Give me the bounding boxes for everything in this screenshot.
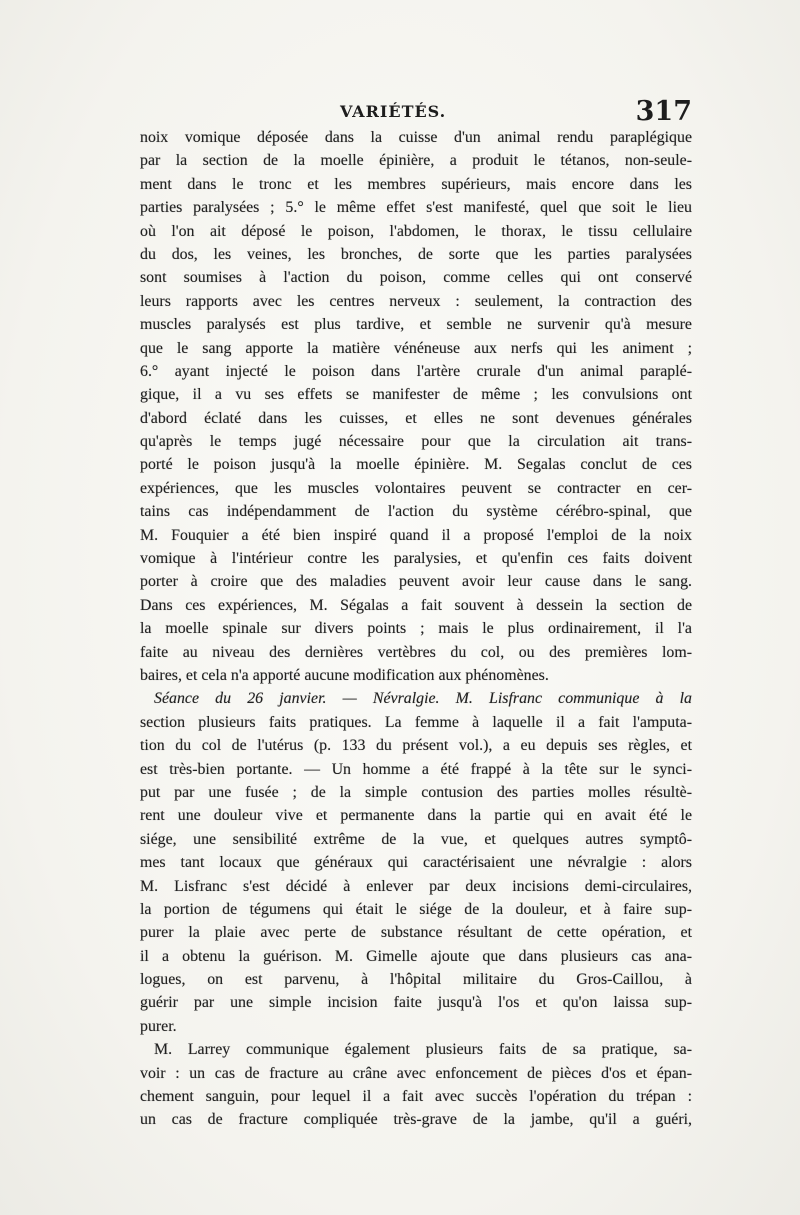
text-line: expériences, que les muscles volontaires peuvent se contracter en cer-: [140, 479, 692, 497]
text-line: vomique à l'intérieur contre les paralysies, et qu'enfin ces faits doivent: [140, 550, 692, 568]
page-number: 317: [635, 96, 692, 127]
text-line: d'abord éclaté dans les cuisses, et elles ne sont devenues générales: [140, 409, 692, 427]
text-line: porté le poison jusqu'à la moelle épinière. M. Segalas conclut de ces: [140, 456, 692, 474]
text-line: faite au niveau des dernières vertèbres du col, ou des premières lom-: [140, 643, 692, 661]
page-header: [140, 96, 692, 130]
text-line: parties paralysées ; 5.° le même effet s'est manifesté, quel que soit le lieu: [140, 199, 692, 217]
text-line: qu'après le temps jugé nécessaire pour que la circulation ait trans-: [140, 433, 692, 451]
text-line: par la section de la moelle épinière, a produit le tétanos, non-seule-: [140, 152, 692, 170]
text-line: baires, et cela n'a apporté aucune modification aux phénomènes.: [140, 666, 549, 684]
text-line: tains cas indépendamment de l'action du système cérébro-spinal, que: [140, 503, 692, 521]
text-line: Dans ces expériences, M. Ségalas a fait souvent à dessein la section de: [140, 596, 692, 614]
text-line: un cas de fracture compliquée très-grave de la jambe, qu'il a guéri,: [140, 1111, 692, 1129]
session-date: Séance du 26 janvier. — Névralgie. M. Lisfranc communique à la: [154, 690, 692, 708]
text-line: la portion de tégumens qui était le siége de la douleur, et à faire sup-: [140, 900, 692, 918]
text-line: noix vomique déposée dans la cuisse d'un animal rendu paraplégique: [140, 129, 692, 146]
text-line: chement sanguin, pour lequel il a fait avec succès l'opération du trépan :: [140, 1088, 692, 1106]
text-line: leurs rapports avec les centres nerveux : seulement, la contraction des: [140, 292, 692, 310]
text-line: que le sang apporte la matière vénéneuse aux nerfs qui les animent ;: [140, 339, 692, 357]
text-line: siége, une sensibilité extrême de la vue, et quelques autres symptô-: [140, 830, 692, 848]
text-line: est très-bien portante. — Un homme a été frappé à la tête sur le synci-: [140, 760, 692, 778]
body-text: [140, 126, 692, 1132]
text-line: put par une fusée ; de la simple contusion des parties molles résultè-: [140, 783, 692, 801]
text-line: purer la plaie avec perte de substance résultant de cette opération, et: [140, 924, 692, 942]
text-line: tion du col de l'utérus (p. 133 du présent vol.), a eu depuis ses règles, et: [140, 737, 692, 755]
text-line: gique, il a vu ses effets se manifester de même ; les convulsions ont: [140, 386, 692, 404]
text-line: où l'on ait déposé le poison, l'abdomen, le thorax, le tissu cellulaire: [140, 222, 692, 240]
running-title: VARIÉTÉS.: [340, 102, 447, 121]
text-line: du dos, les veines, les bronches, de sorte que les parties paralysées: [140, 245, 692, 263]
text-line: sont soumises à l'action du poison, comme celles qui ont conservé: [140, 269, 692, 287]
text-line: M. Larrey communique également plusieurs faits de sa pratique, sa-: [154, 1041, 692, 1059]
text-line: M. Fouquier a été bien inspiré quand il a proposé l'emploi de la noix: [140, 526, 692, 544]
text-line-session-heading: [140, 687, 692, 710]
text-line: section plusieurs faits pratiques. La femme à laquelle il a fait l'amputa-: [140, 713, 692, 731]
text-line: logues, on est parvenu, à l'hôpital militaire du Gros-Caillou, à: [140, 971, 692, 989]
text-line: guérir par une simple incision faite jusqu'à l'os et qu'on laissa sup-: [140, 994, 692, 1012]
text-line: il a obtenu la guérison. M. Gimelle ajoute que dans plusieurs cas ana-: [140, 947, 692, 965]
text-line: purer.: [140, 1017, 177, 1035]
text-line: mes tant locaux que généraux qui caractérisaient une névralgie : alors: [140, 854, 692, 872]
text-line: la moelle spinale sur divers points ; mais le plus ordinairement, il l'a: [140, 620, 692, 638]
text-line: 6.° ayant injecté le poison dans l'artère crurale d'un animal paraplé-: [140, 362, 692, 380]
text-line: M. Lisfranc s'est décidé à enlever par deux incisions demi-circulaires,: [140, 877, 692, 895]
text-line: porter à croire que des maladies peuvent avoir leur cause dans le sang.: [140, 573, 692, 591]
text-line: rent une douleur vive et permanente dans la partie qui en avait été le: [140, 807, 692, 825]
text-line: muscles paralysés est plus tardive, et semble ne survenir qu'à mesure: [140, 316, 692, 334]
text-line: voir : un cas de fracture au crâne avec enfoncement de pièces d'os et épan-: [140, 1064, 692, 1082]
text-line: ment dans le tronc et les membres supérieurs, mais encore dans les: [140, 175, 692, 193]
